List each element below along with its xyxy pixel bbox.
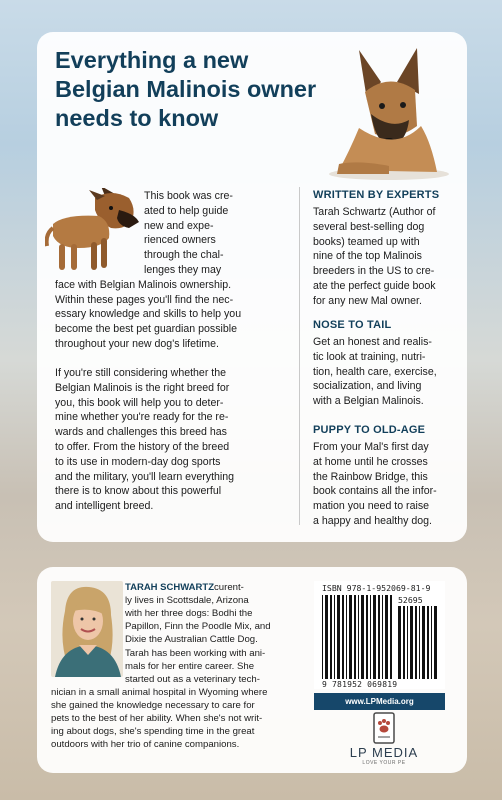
paragraph-line: you, this book will help you to deter- [55, 396, 224, 409]
publisher-url[interactable]: www.LPMedia.org [314, 693, 445, 710]
section-line: breeders in the US to cre- [313, 265, 435, 278]
puppy-photo [45, 188, 141, 274]
intro-line: throughout your new dog's lifetime. [55, 338, 219, 350]
isbn-text: ISBN 978-1-952069-81-9 [322, 583, 431, 593]
intro-line: ated to help guide [144, 204, 229, 217]
intro-line: become the best pet guardian possible [55, 323, 237, 336]
author-panel [37, 567, 467, 773]
section-title: NOSE TO TAIL [313, 319, 392, 331]
section-line: for any new Mal owner. [313, 294, 422, 307]
paw-book-icon [372, 712, 396, 744]
barcode [314, 581, 445, 689]
intro-line: This book was cre- [144, 190, 233, 202]
section-line: Tarah Schwartz (Author of [313, 206, 436, 218]
intro-line: face with Belgian Malinois ownership. [55, 278, 232, 291]
section-line: at home until he crosses [313, 455, 428, 468]
author-bio-line: Papillon, Finn the Poodle Mix, and [125, 621, 271, 633]
headline: Everything a new Belgian Malinois owner needs to know [55, 47, 317, 131]
author-bio-line: she gained the knowledge necessary to care for [51, 699, 255, 711]
intro-line: lenges they may [144, 264, 222, 276]
section-line: tic look at training, nutri- [313, 350, 426, 363]
author-bio-line: with her three dogs: Bodhi the [125, 608, 253, 620]
logo-text: LP MEDIA [349, 745, 419, 760]
paragraph-line: to offer. From the history of the breed [55, 441, 230, 453]
author-bio-line: pets to the best of her ability. When she's not writ- [51, 713, 263, 724]
section-line: the Rainbow Bridge, this [313, 470, 428, 483]
author-bio-line: ly lives in Scottsdale, Arizona [125, 595, 249, 607]
paragraph-line: there is to know about this powerful [55, 485, 222, 498]
author-bio-line: mals for her entire career. She [125, 660, 255, 672]
intro-line: rienced owners [144, 234, 216, 247]
intro-line: new and expe- [144, 219, 214, 232]
section-line: mation you need to raise [313, 500, 430, 513]
intro-line: through the chal- [144, 249, 224, 262]
section-line: tion, health care, exercise, [313, 365, 437, 378]
author-bio-line: nician in a small animal hospital in Wyoming where [51, 686, 268, 698]
adult-malinois-photo [319, 42, 459, 182]
paragraph-line: to its use in modern-day dog sports [55, 455, 221, 468]
author-bio-line: Tarah has been working with ani- [125, 647, 266, 659]
section-line: with a Belgian Malinois. [313, 395, 424, 408]
section-line: book contains all the infor- [313, 485, 437, 498]
logo-tagline: LOVE YOUR PE [362, 760, 406, 766]
section-line: a happy and healthy dog. [313, 515, 432, 527]
barcode-bars [322, 595, 396, 679]
barcode-digits: 9 781952 069819 [322, 680, 398, 689]
section-line: nine of the top Malinois [313, 250, 422, 263]
author-bio-line: curent- [214, 582, 244, 593]
paragraph-line: mine whether you're ready for the re- [55, 411, 229, 424]
paragraph-line: and the military, you'll learn everything [55, 470, 235, 483]
intro-line: Within these pages you'll find the nec- [55, 293, 234, 306]
section-line: Get an honest and realis- [313, 336, 432, 348]
price-code-bars [398, 606, 438, 679]
author-name: TARAH SCHWARTZ [125, 582, 215, 593]
author-photo [51, 581, 123, 677]
publisher-logo [334, 712, 434, 770]
section-title: WRITTEN BY EXPERTS [313, 189, 440, 201]
column-divider [299, 187, 300, 525]
paragraph-line: wards and challenges this breed has [55, 426, 227, 439]
section-line: From your Mal's first day [313, 441, 429, 453]
intro-line: essary knowledge and skills to help you [55, 308, 242, 321]
price-code: 52695 [398, 595, 423, 605]
paragraph-line: and intelligent breed. [55, 500, 154, 513]
author-bio-line: Dixie the Australian Cattle Dog. [125, 634, 258, 646]
section-line: socialization, and living [313, 380, 422, 393]
author-bio-line: started out as a veterinary tech- [125, 673, 260, 685]
description-panel [37, 32, 467, 542]
paragraph-line: Belgian Malinois is the right breed for [55, 381, 230, 394]
section-line: books) teamed up with [313, 235, 420, 248]
author-bio-line: outdoors with her trio of canine companions. [51, 739, 240, 751]
author-bio-line: ing about dogs, she's spending time in the great [51, 726, 255, 738]
section-title: PUPPY TO OLD-AGE [313, 424, 426, 436]
section-line: ate the perfect guide book [313, 280, 436, 292]
section-line: several best-selling dog [313, 220, 425, 233]
paragraph-line: If you're still considering whether the [55, 367, 227, 379]
